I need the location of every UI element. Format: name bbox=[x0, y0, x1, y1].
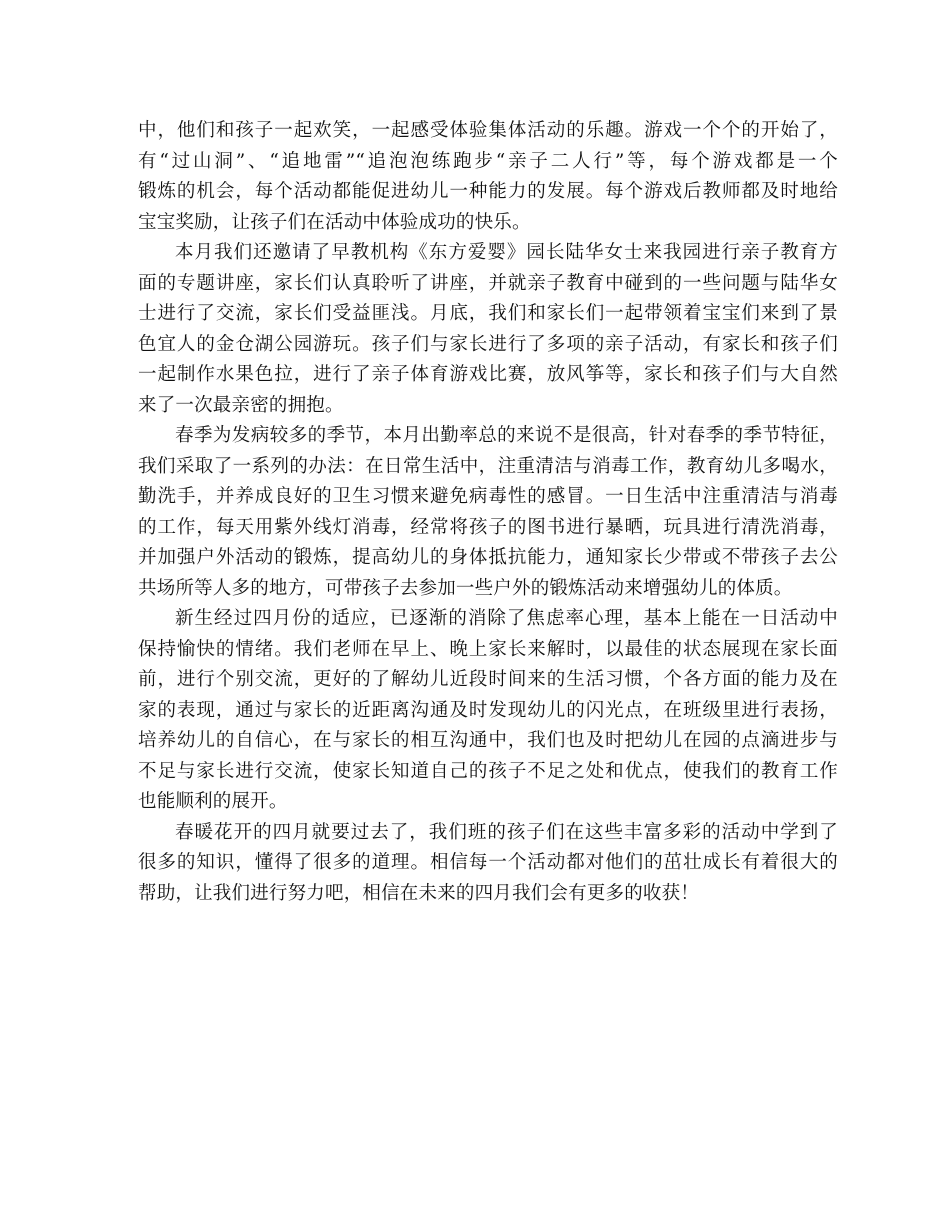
text-line: 新生经过四月份的适应，已逐渐的消除了焦虑率心理，基本上能在一日活动中 bbox=[175, 608, 838, 629]
text-line: 共场所等人多的地方，可带孩子去参加一些户外的锻炼活动来增强幼儿的体质。 bbox=[138, 577, 793, 599]
document-body bbox=[138, 116, 838, 909]
text-line: 并加强户外活动的锻炼，提高幼儿的身体抵抗能力，通知家长少带或不带孩子去公 bbox=[138, 547, 838, 568]
text-line: 士进行了交流，家长们受益匪浅。月底，我们和家长们一起带领着宝宝们来到了景 bbox=[138, 303, 838, 324]
text-line: 来了一次最亲密的拥抱。 bbox=[138, 394, 344, 416]
text-line: 勤洗手，并养成良好的卫生习惯来避免病毒性的感冒。一日生活中注重清洁与消毒 bbox=[138, 486, 838, 507]
text-line: 中，他们和孩子一起欢笑，一起感受体验集体活动的乐趣。游戏一个个的开始了， bbox=[138, 120, 838, 141]
text-line: 的工作，每天用紫外线灯消毒，经常将孩子的图书进行暴晒，玩具进行清洗消毒， bbox=[138, 516, 838, 538]
paragraph bbox=[138, 604, 838, 818]
paragraph bbox=[138, 421, 838, 604]
text-line: 色宜人的金仓湖公园游玩。孩子们与家长进行了多项的亲子活动，有家长和孩子们 bbox=[138, 333, 838, 355]
text-line: 培养幼儿的自信心，在与家长的相互沟通中，我们也及时把幼儿在园的点滴进步与 bbox=[138, 730, 838, 751]
paragraph bbox=[138, 818, 838, 910]
paragraph bbox=[138, 116, 838, 238]
text-line: 一起制作水果色拉，进行了亲子体育游戏比赛，放风筝等，家长和孩子们与大自然 bbox=[138, 364, 838, 385]
text-line: 面的专题讲座，家长们认真聆听了讲座，并就亲子教育中碰到的一些问题与陆华女 bbox=[138, 272, 838, 294]
text-line: 我们采取了一系列的办法：在日常生活中，注重清洁与消毒工作，教育幼儿多喝水， bbox=[138, 455, 838, 477]
text-line: 本月我们还邀请了早教机构《东方爱婴》园长陆华女士来我园进行亲子教育方 bbox=[175, 242, 838, 263]
text-line: 春季为发病较多的季节，本月出勤率总的来说不是很高，针对春季的季节特征， bbox=[175, 425, 838, 446]
text-line: 锻炼的机会，每个活动都能促进幼儿一种能力的发展。每个游戏后教师都及时地给 bbox=[138, 181, 838, 202]
text-line: 很多的知识，懂得了很多的道理。相信每一个活动都对他们的茁壮成长有着很大的 bbox=[138, 852, 838, 873]
text-line: 不足与家长进行交流，使家长知道自己的孩子不足之处和优点，使我们的教育工作 bbox=[138, 760, 838, 782]
text-line: 帮助，让我们进行努力吧，相信在未来的四月我们会有更多的收获！ bbox=[138, 882, 700, 904]
text-line: 宝宝奖励，让孩子们在活动中体验成功的快乐。 bbox=[138, 211, 531, 233]
text-line: 也能顺利的展开。 bbox=[138, 791, 288, 812]
text-line: 家的表现，通过与家长的近距离沟通及时发现幼儿的闪光点，在班级里进行表扬， bbox=[138, 699, 838, 721]
text-line: 前，进行个别交流，更好的了解幼儿近段时间来的生活习惯，个各方面的能力及在 bbox=[138, 669, 838, 690]
text-line: 春暖花开的四月就要过去了，我们班的孩子们在这些丰富多彩的活动中学到了 bbox=[175, 821, 838, 843]
text-line: 保持愉快的情绪。我们老师在早上、晚上家长来解时，以最佳的状态展现在家长面 bbox=[138, 638, 838, 660]
paragraph bbox=[138, 238, 838, 421]
text-line: 有“过山洞”、“追地雷”“追泡泡练跑步“亲子二人行”等，每个游戏都是一个 bbox=[138, 150, 838, 172]
